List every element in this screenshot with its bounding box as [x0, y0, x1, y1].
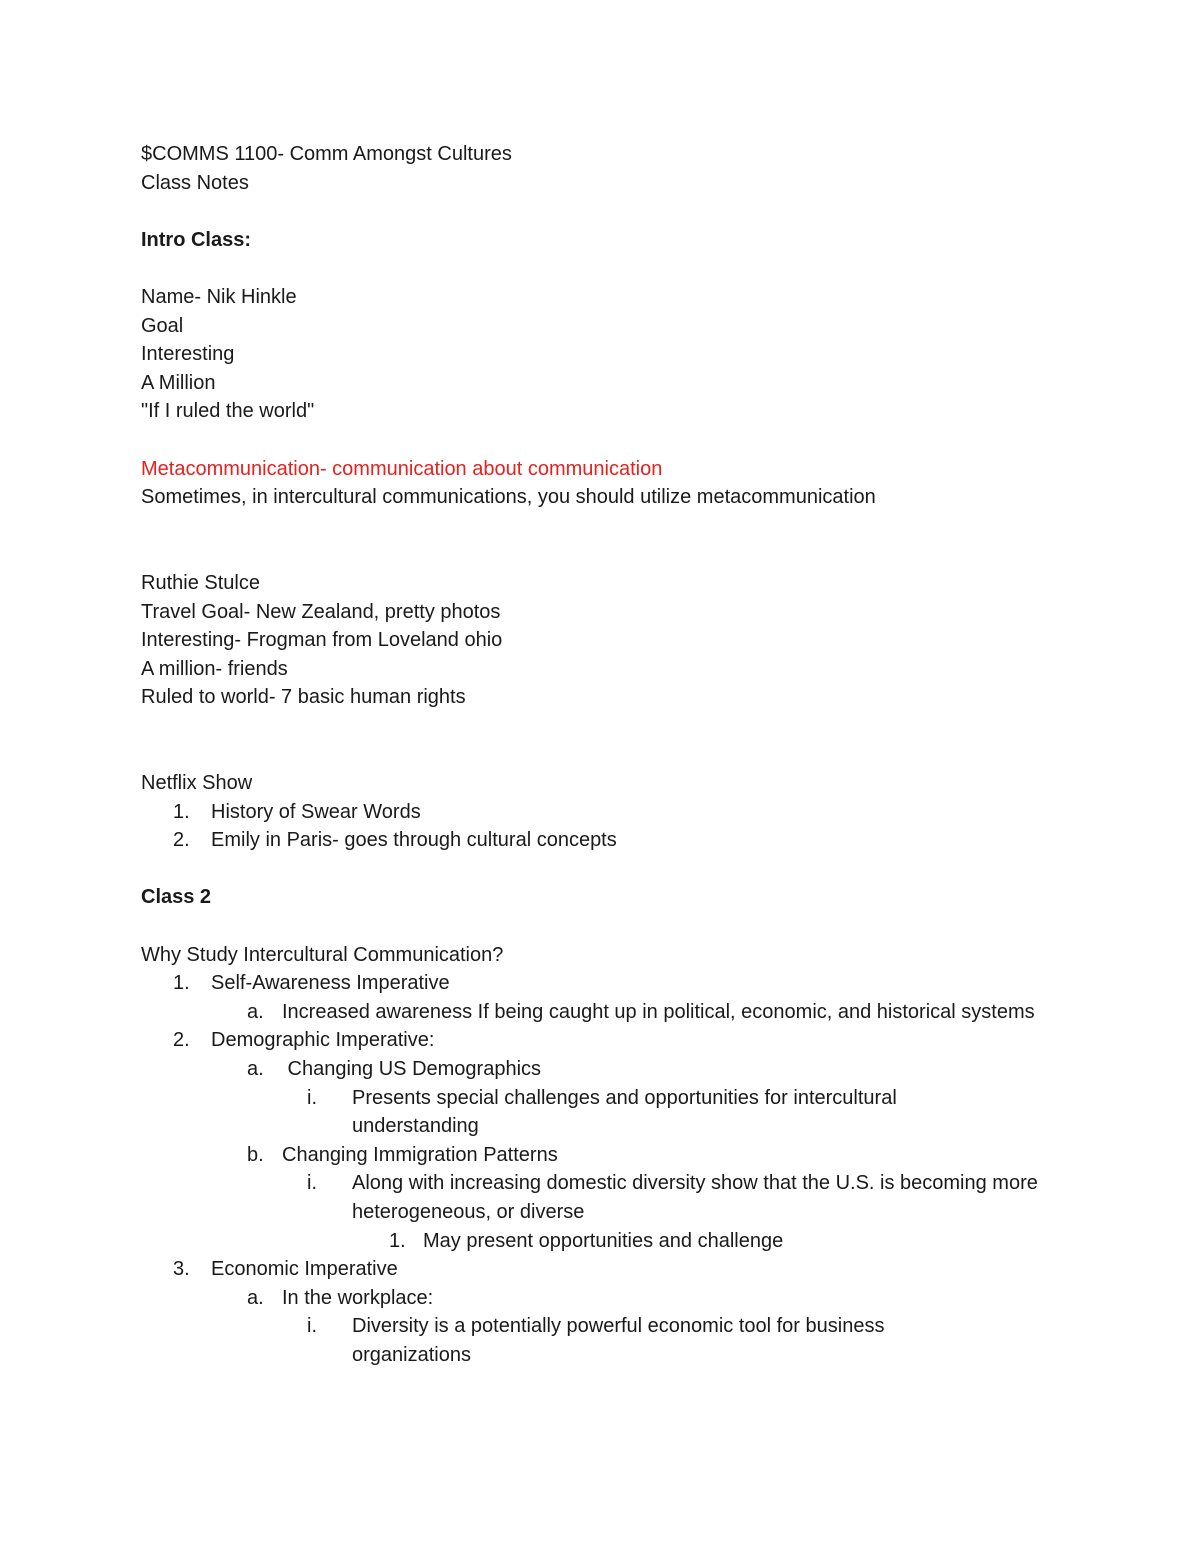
- list-item-text: History of Swear Words: [211, 800, 421, 823]
- metacommunication-note: Sometimes, in intercultural communications, you should utilize metacommunication: [141, 486, 876, 509]
- spacer: [141, 254, 1061, 283]
- intro-line: Goal: [141, 314, 184, 337]
- list-item: [141, 998, 1162, 1027]
- class2-question: Why Study Intercultural Communication?: [141, 943, 504, 966]
- list-item-text: Demographic Imperative:: [211, 1029, 435, 1052]
- list-item: [141, 798, 1061, 827]
- list-item-text: Economic Imperative: [211, 1258, 398, 1281]
- spacer: [141, 512, 1061, 541]
- list-item: [141, 826, 1061, 855]
- intro-line: A Million: [141, 371, 216, 394]
- list-item: [141, 1284, 1061, 1313]
- intro-line: Name- Nik Hinkle: [141, 285, 297, 308]
- list-item: [141, 1026, 1061, 1055]
- intro-heading: Intro Class:: [141, 228, 252, 251]
- list-item: [141, 1255, 1061, 1284]
- metacommunication-definition: Metacommunication- communication about communication: [141, 457, 663, 480]
- list-marker: 2.: [173, 1029, 190, 1052]
- list-marker: 2.: [173, 829, 190, 852]
- list-marker: a.: [247, 1000, 264, 1023]
- list-item-text: In the workplace:: [282, 1286, 434, 1309]
- doc-subtitle: Class Notes: [141, 171, 249, 194]
- list-marker: a.: [247, 1058, 264, 1080]
- list-item-text: Self-Awareness Imperative: [211, 972, 450, 995]
- list-item: [141, 1084, 1182, 1141]
- list-marker: i.: [307, 1315, 317, 1338]
- spacer: [141, 855, 1061, 884]
- list-item-text: Increased awareness If being caught up in political, economic, and historical systems: [282, 1000, 1035, 1023]
- list-marker: i.: [307, 1172, 317, 1195]
- list-marker: 1.: [389, 1229, 406, 1252]
- list-item: [141, 1227, 1061, 1256]
- intro-line: "If I ruled the world": [141, 400, 315, 423]
- ruthie-line: Ruled to world- 7 basic human rights: [141, 686, 466, 709]
- list-item-text: Changing Immigration Patterns: [282, 1143, 558, 1166]
- netflix-title: Netflix Show: [141, 772, 253, 795]
- list-item-text: Changing US Demographics: [282, 1058, 542, 1080]
- list-item: [141, 1169, 1200, 1226]
- spacer: [141, 912, 1061, 941]
- spacer: [141, 426, 1061, 455]
- list-marker: 3.: [173, 1258, 190, 1281]
- ruthie-line: Travel Goal- New Zealand, pretty photos: [141, 600, 501, 623]
- list-marker: i.: [307, 1086, 317, 1109]
- list-marker: b.: [247, 1143, 264, 1166]
- spacer: [141, 197, 1061, 226]
- list-marker: 1.: [173, 972, 190, 995]
- list-item-text: Diversity is a potentially powerful economic tool for business organizations: [352, 1315, 885, 1366]
- list-item: [141, 969, 1061, 998]
- ruthie-line: A million- friends: [141, 657, 288, 680]
- ruthie-line: Interesting- Frogman from Loveland ohio: [141, 629, 503, 652]
- list-item-text: Presents special challenges and opportunities for intercultural understanding: [352, 1086, 897, 1138]
- document-body: [141, 140, 1061, 1370]
- spacer: [141, 540, 1061, 569]
- list-marker: a.: [247, 1286, 264, 1309]
- spacer: [141, 740, 1061, 769]
- ruthie-line: Ruthie Stulce: [141, 571, 260, 594]
- list-item-text: Emily in Paris- goes through cultural concepts: [211, 829, 617, 852]
- list-item: [141, 1055, 1061, 1084]
- list-item: [141, 1312, 1152, 1369]
- spacer: [141, 712, 1061, 741]
- list-item: [141, 1141, 1061, 1170]
- course-title: $COMMS 1100- Comm Amongst Cultures: [141, 143, 512, 165]
- list-item-text: Along with increasing domestic diversity show that the U.S. is becoming more heterogeneous, or diverse: [352, 1172, 1038, 1223]
- list-marker: 1.: [173, 800, 190, 823]
- list-item-text: May present opportunities and challenge: [423, 1229, 784, 1252]
- intro-line: Interesting: [141, 343, 235, 366]
- class2-heading: Class 2: [141, 886, 212, 909]
